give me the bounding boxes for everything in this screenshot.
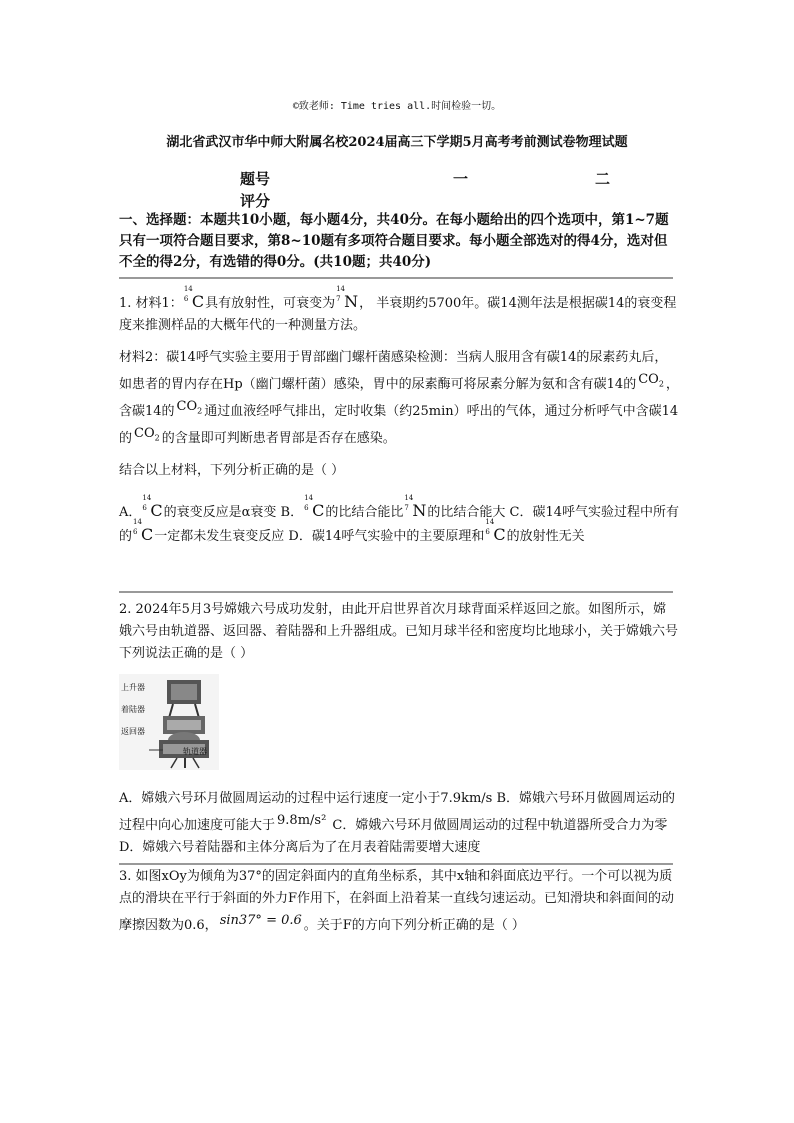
label-orbiter: 轨道器 — [183, 747, 207, 756]
header-motto: ©致老师: Time tries all.时间检验一切。 — [292, 101, 502, 112]
co2-formula: $CO_2$ — [176, 399, 203, 416]
divider — [119, 863, 673, 865]
n14-nuclide: 14 7 N — [336, 285, 359, 311]
q2-stem: 2. 2024年5月3号嫦娥六号成功发射，由此开启世界首次月球背面采样返回之旅。如图所示，嫦娥六号由轨道器、返回器、着陆器和上升器组成。已知月球半径和密度均比地球小，关于嫦娥六号下列说法正确的是（ ） — [119, 602, 679, 661]
spacecraft-illustration — [119, 674, 219, 770]
sin-formula: sin37° = 0.6 — [219, 913, 302, 928]
label-returner: 返回器 — [121, 727, 145, 736]
score-table-row-label: 评分 — [240, 192, 271, 210]
question-3: 3. 如图xOy为倾角为37°的固定斜面内的直角坐标系，其中x轴和斜面底边平行。一个可以视为质点的滑块在平行于斜面的外力F作用下，在斜面上沿着某一直线匀速运动。已知滑块和斜面间的动摩擦因数为0.6， sin37° = 0.6 。关于F的方向下列分析正确的是（ ） — [119, 869, 675, 933]
section-heading: 一、选择题：本题共10小题，每小题4分，共40分。在每小题给出的四个选项中，第1~7题只有一项符合题目要求，第8~10题有多项符合题目要求。每小题全部选对的得4分，选对但不全的得2分，有选错的得0分。(共10题；共40分) — [119, 212, 669, 270]
label-lander: 着陆器 — [121, 705, 145, 714]
q1-material-1: 1. 材料1： 14 6 C具有放射性，可衰变为 14 7 N， 半衰期约5700年。碳14测年法是根据碳14的衰变程度来推测样品的大概年代的一种测量方法。 — [119, 285, 677, 333]
score-table-header-label: 题号 — [240, 170, 271, 188]
acceleration-value: 9.8m/s² — [277, 813, 327, 828]
q2-options: A．嫦娥六号环月做圆周运动的过程中运行速度一定小于7.9km/s B．嫦娥六号环月做圆周运动的过程中向心加速度可能大于 9.8m/s² C．嫦娥六号环月做圆周运动的过程中轨道器所受合力为零 D．嫦娥六号着陆器和主体分离后为了在月表着陆需要增大速度 — [119, 791, 676, 855]
question-1 — [119, 285, 679, 548]
score-table-col-2: 二 — [595, 170, 611, 188]
q1-options: A． 14 6 C的衰变反应是α衰变 B． 14 6 C的比结合能比 14 7 N的比结合能大 C．碳14呼气实验过程中所有的 14 6 C一定都未发生衰变反应 D．碳14呼气实验中的主要原理和 14 6 C的放射性无关 — [119, 494, 679, 544]
co2-formula: $CO_2$ — [638, 372, 664, 389]
score-table-col-1: 一 — [453, 170, 469, 188]
change6-probe-figure — [119, 674, 219, 770]
c14-nuclide: 14 6 C — [183, 285, 205, 311]
divider — [119, 277, 673, 279]
divider — [119, 591, 673, 593]
question-2 — [119, 599, 679, 665]
q1-stem: 结合以上材料，下列分析正确的是（ ） — [119, 463, 345, 478]
label-ascender: 上升器 — [121, 683, 145, 692]
page-title: 湖北省武汉市华中师大附属名校2024届高三下学期5月高考考前测试卷物理试题 — [166, 135, 628, 150]
q1-material-2: 材料2：碳14呼气实验主要用于胃部幽门螺杆菌感染检测：当病人服用含有碳14的尿素药丸后，如患者的胃内存在Hp（幽门螺杆菌）感染，胃中的尿素酶可将尿素分解为氨和含有碳14的 $CO_2$ ， 含碳14的 $CO_2$ 通过血液经呼气排出，定时收集（约25min）呼出的气体，通过分析呼气中含碳14的 $CO_2$ 的含量即可判断患者胃部是否存在感染。 — [119, 350, 679, 446]
co2-formula: $CO_2$ — [134, 426, 160, 443]
